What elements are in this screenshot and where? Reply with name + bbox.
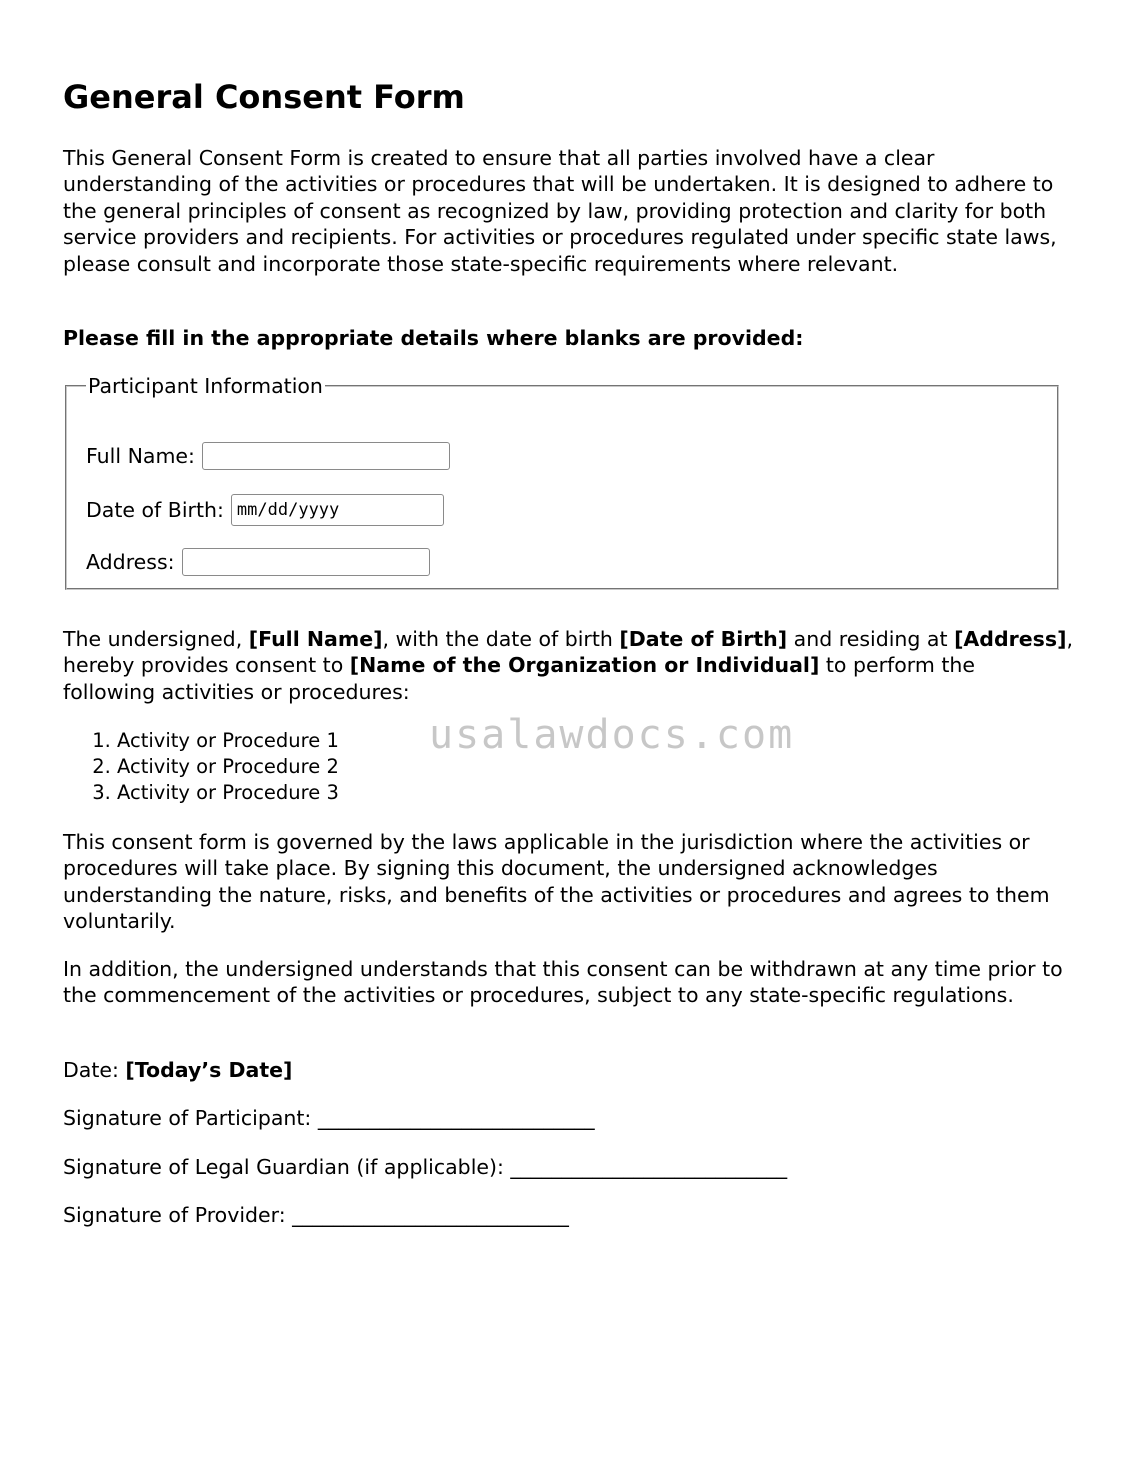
address-input[interactable] bbox=[182, 548, 430, 576]
governing-law-paragraph: This consent form is governed by the laws applicable in the jurisdiction where the activities or procedures will take place. By signing this document, the undersigned acknowledges understanding the nature, risks, and benefits of the activities or procedures and agrees to them voluntarily. bbox=[63, 830, 1050, 934]
consent-text-4: , hereby provides consent to bbox=[63, 627, 1073, 678]
participant-signature-line: Signature of Participant: ___________________________ bbox=[63, 1106, 595, 1130]
full-name-row bbox=[86, 442, 450, 470]
consent-statement bbox=[63, 626, 1073, 705]
consent-text-2: , with the date of birth bbox=[382, 627, 620, 651]
date-line bbox=[63, 1057, 292, 1083]
consent-text-5: to perform the following activities or procedures: bbox=[63, 653, 975, 704]
consent-text-1: The undersigned, bbox=[63, 627, 249, 651]
activity-list bbox=[63, 728, 339, 806]
date-placeholder: [Today’s Date] bbox=[125, 1058, 293, 1082]
list-item: 3. Activity or Procedure 3 bbox=[117, 780, 339, 806]
date-of-birth-placeholder: [Date of Birth] bbox=[619, 627, 788, 651]
date-label: Date: bbox=[63, 1058, 126, 1082]
full-name-label: Full Name: bbox=[86, 444, 195, 468]
full-name-placeholder: [Full Name] bbox=[248, 627, 383, 651]
intro-paragraph: This General Consent Form is created to ensure that all parties involved have a clear understanding of the activities or procedures that will be undertaken. It is designed to adhere to the general principles of consent as recognized by law, providing protection and clarity for both service providers and recipients. For activities or procedures regulated under specific state laws, please consult and incorporate those state-specific requirements where relevant. bbox=[63, 146, 1057, 276]
instruction-text: Please fill in the appropriate details where blanks are provided: bbox=[63, 326, 804, 350]
consent-text-3: and residing at bbox=[787, 627, 955, 651]
address-placeholder: [Address] bbox=[954, 627, 1067, 651]
provider-signature-line: Signature of Provider: ___________________________ bbox=[63, 1203, 569, 1227]
withdrawal-paragraph: In addition, the undersigned understands that this consent can be withdrawn at any time prior to the commencement of the activities or procedures, subject to any state-specific regulations. bbox=[63, 957, 1063, 1008]
organization-placeholder: [Name of the Organization or Individual] bbox=[349, 653, 820, 678]
list-item: 2. Activity or Procedure 2 bbox=[117, 754, 339, 780]
list-item: 1. Activity or Procedure 1 bbox=[117, 728, 339, 754]
full-name-input[interactable] bbox=[202, 442, 450, 470]
address-label: Address: bbox=[86, 550, 175, 574]
watermark: usalawdocs.com bbox=[429, 712, 795, 758]
participant-info-legend: Participant Information bbox=[88, 374, 323, 398]
page-title: General Consent Form bbox=[63, 78, 465, 116]
guardian-signature-line: Signature of Legal Guardian (if applicable): ___________________________ bbox=[63, 1155, 788, 1179]
date-of-birth-row bbox=[86, 494, 444, 526]
participant-info-fieldset bbox=[65, 374, 1059, 590]
date-of-birth-input[interactable] bbox=[231, 494, 444, 526]
date-of-birth-label: Date of Birth: bbox=[86, 498, 224, 522]
address-row bbox=[86, 548, 430, 576]
